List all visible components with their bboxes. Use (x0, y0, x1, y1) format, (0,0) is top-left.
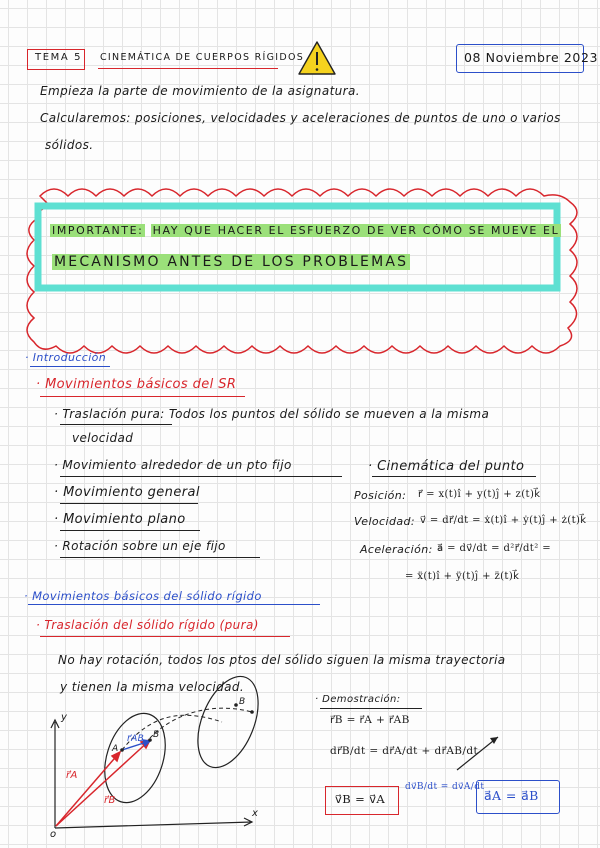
vector-rb (56, 740, 150, 826)
no-rotacion-line-2: y tienen la misma velocidad. (60, 680, 245, 694)
pto-fijo-underline (60, 476, 342, 477)
velocidad-label: Velocidad: (354, 515, 415, 528)
traslacion-solido-underline (40, 636, 290, 637)
item-plano: · Movimiento plano (54, 512, 186, 527)
rotacion-underline (60, 557, 260, 558)
item-general: · Movimiento general (54, 485, 200, 500)
vector-rb-label: r⃗B (104, 795, 116, 806)
section-mov-solido: · Movimientos básicos del sólido rígido (24, 589, 262, 603)
important-frame (38, 206, 557, 288)
date: 08 Noviembre 2023 (464, 50, 599, 65)
tema-label: TEMA 5 (35, 52, 83, 63)
important-text-2: MECANISMO ANTES DE LOS PROBLEMAS (54, 254, 409, 270)
aceleracion-label: Aceleración: (360, 543, 433, 556)
aceleracion-equation-2: = ẍ(t)î + ÿ(t)ĵ + z̈(t)k⃗ (405, 571, 520, 582)
intro-line-1: Empieza la parte de movimiento de la asignatura. (40, 84, 360, 98)
movimientos-sr-underline (40, 396, 245, 397)
demo-eq-acceleration: dv⃗B/dt = dv⃗A/dt (405, 782, 485, 792)
plano-underline (60, 530, 200, 531)
demo-eq-derivative: dr⃗B/dt = dr⃗A/dt + dr⃗AB/dt (330, 745, 479, 757)
item-rotacion: · Rotación sobre un eje fijo (54, 539, 226, 553)
traslacion-pura-line-1: · Traslación pura: Todos los puntos del sólido se mueven a la misma (54, 407, 490, 421)
point-b-label: B (153, 730, 160, 740)
demo-eq-velocity: v⃗B = v⃗A (335, 792, 386, 806)
axis-x-label: x (252, 808, 259, 819)
important-text-1: HAY QUE HACER EL ESFUERZO DE VER CÓMO SE MUEVE EL (152, 224, 560, 237)
traslacion-pura-underline (60, 424, 172, 425)
topic-underline (98, 68, 278, 69)
intro-line-3: sólidos. (45, 138, 94, 152)
trajectory-b (150, 708, 252, 738)
intro-line-2: Calcularemos: posiciones, velocidades y aceleraciones de puntos de uno o varios (40, 111, 561, 125)
point-b-final-label: B (239, 697, 246, 707)
demo-title: · Demostración: (315, 694, 401, 705)
vector-rab-label: r⃗AB (127, 734, 145, 744)
cinematica-underline (372, 476, 536, 477)
vector-ra-label: r⃗A (66, 770, 78, 781)
cloud-border (27, 189, 577, 353)
section-traslacion-solido: · Traslación del sólido rígido (pura) (36, 618, 259, 632)
introduccion-underline (30, 366, 110, 367)
no-rotacion-line-1: No hay rotación, todos los ptos del sólido siguen la misma trayectoria (58, 653, 506, 667)
origin-label: o (50, 829, 57, 840)
section-movimientos-sr: · Movimientos básicos del SR (36, 377, 237, 392)
important-line-2 (52, 254, 410, 270)
general-underline (60, 503, 198, 504)
vector-ra (56, 752, 120, 826)
warning-icon (299, 42, 335, 74)
section-introduccion: · Introducción (25, 351, 107, 364)
mov-solido-underline (28, 604, 320, 605)
axis-y-label: y (61, 712, 68, 723)
traslacion-pura-line-2: velocidad (72, 431, 134, 445)
important-line-1 (50, 224, 561, 237)
item-pto-fijo: · Movimiento alrededor de un pto fijo (54, 458, 292, 472)
velocidad-equation: v⃗ = dr⃗/dt = ẋ(t)î + ẏ(t)ĵ + ż(t)k⃗ (420, 515, 587, 526)
posicion-equation: r⃗ = x(t)î + y(t)ĵ + z(t)k⃗ (418, 489, 541, 500)
posicion-label: Posición: (354, 489, 407, 502)
demo-eq-position: r⃗B = r⃗A + r⃗AB (330, 714, 410, 726)
cinematica-punto-title: · Cinemática del punto (368, 459, 525, 474)
demo-underline (320, 708, 422, 709)
important-label: IMPORTANTE: (52, 224, 144, 237)
point-a-label: A (112, 744, 119, 754)
aceleracion-equation: a⃗ = dv⃗/dt = d²r⃗/dt² = (437, 543, 551, 554)
demo-eq-acceleration-result: a⃗A = a⃗B (484, 788, 539, 803)
topic-title: CINEMÁTICA DE CUERPOS RÍGIDOS (100, 52, 305, 63)
